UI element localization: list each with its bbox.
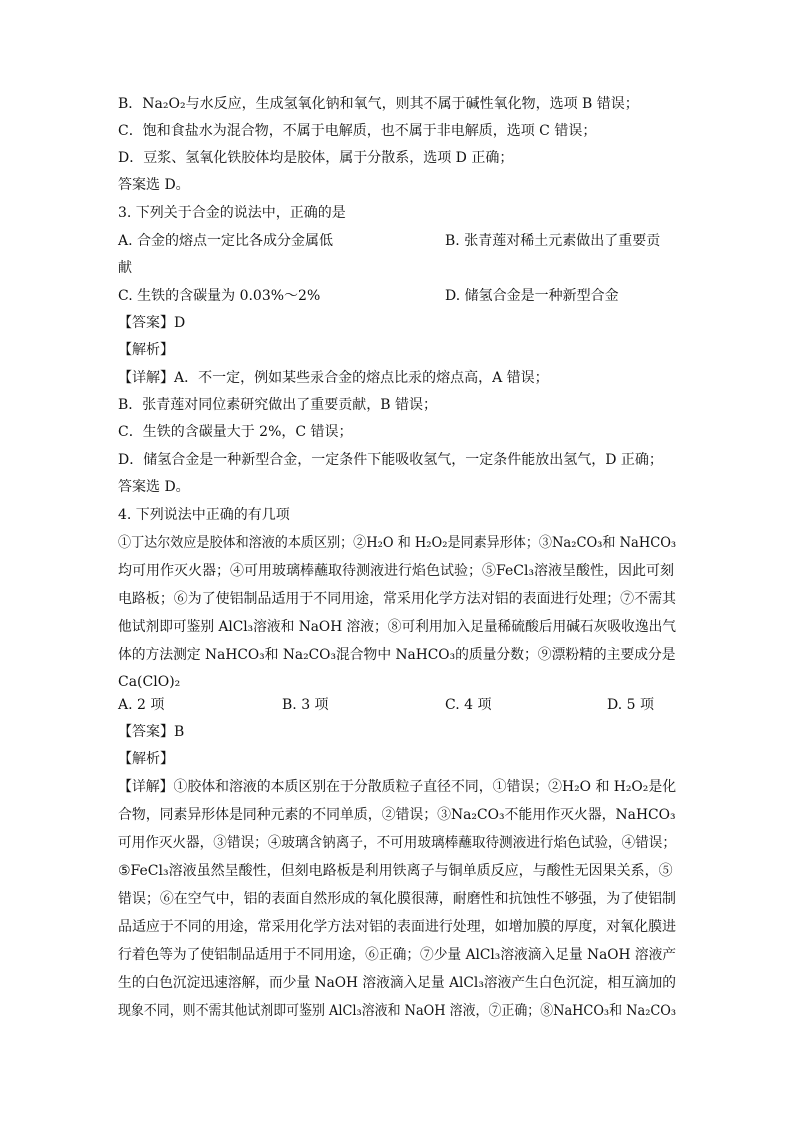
question-4-text-4: 他试剂即可鉴别 AlCl₃溶液和 NaOH 溶液；⑧可利用加入足量稀硫酸后用碱石灰吸收逸出气 [118,619,677,635]
question-4-answer: 【答案】B [118,724,185,740]
question-4-detail-1: 【详解】①胶体和溶液的本质区别在于分散质粒子直径不同，①错误；②H₂O 和 H₂O₂是化 [118,779,677,795]
analysis-line-c: C．饱和食盐水为混合物，不属于电解质，也不属于非电解质，选项 C 错误； [118,123,597,139]
question-3-analysis-heading: 【解析】 [118,342,174,358]
question-3-stem: 3. 下列关于合金的说法中，正确的是 [118,205,346,221]
question-4-text-1: ①丁达尔效应是胶体和溶液的本质区别；②H₂O 和 H₂O₂是同素异形体；③Na₂CO₃和 NaHCO₃ [118,535,677,551]
answer-choice-line: 答案选 D。 [118,177,190,193]
question-4-detail-4: ⑤FeCl₃溶液虽然呈酸性，但刻电路板是利用铁离子与铜单质反应，与酸性无因果关系，⑤ [118,863,673,879]
question-4-text-3: 电路板；⑥为了使铝制品适用于不同用途，常采用化学方法对铝的表面进行处理；⑦不需其 [118,591,676,607]
question-4-detail-9: 现象不同，则不需其他试剂即可鉴别 AlCl₃溶液和 NaOH 溶液，⑦正确；⑧NaHCO₃和 Na₂CO₃ [118,1003,677,1019]
question-3-detail-answer: 答案选 D。 [118,479,190,495]
question-4-analysis-heading: 【解析】 [118,751,174,767]
question-4-detail-7: 行着色等为了使铝制品适用于不同用途，⑥正确；⑦少量 AlCl₃溶液滴入足量 NaOH 溶液产 [118,947,677,963]
question-3-option-c: C. 生铁的含碳量为 0.03%～2% [118,288,321,304]
question-3-detail-c: C．生铁的含碳量大于 2%，C 错误； [118,424,353,440]
question-3-detail-a: 【详解】A．不一定，例如某些汞合金的熔点比汞的熔点高，A 错误； [118,370,549,386]
question-4-detail-8: 生的白色沉淀迅速溶解，而少量 NaOH 溶液滴入足量 AlCl₃溶液产生白色沉淀，相互滴加的 [118,975,677,991]
question-4-text-2: 均可用作灭火器；④可用玻璃棒蘸取待测液进行焰色试验；⑤FeCl₃溶液呈酸性，因此可刻 [118,563,675,579]
question-3-detail-b: B．张青莲对同位素研究做出了重要贡献，B 错误； [118,397,438,413]
question-4-detail-5: 错误；⑥在空气中，铝的表面自然形成的氧化膜很薄，耐磨性和抗蚀性不够强，为了使铝制 [118,891,676,907]
question-3-option-b: B. 张青莲对稀土元素做出了重要贡 [445,233,661,249]
question-3-detail-d: D．储氢合金是一种新型合金，一定条件下能吸收氢气，一定条件能放出氢气，D 正确； [118,452,663,468]
analysis-line-d: D．豆浆、氢氧化铁胶体均是胶体，属于分散系，选项 D 正确； [118,150,514,166]
question-4-stem: 4. 下列说法中正确的有几项 [118,507,290,523]
question-4-option-a: A. 2 项 [118,697,165,713]
question-4-text-5: 体的方法测定 NaHCO₃和 Na₂CO₃混合物中 NaHCO₃的质量分数；⑨漂粉精的主要成分是 [118,647,676,663]
question-3-option-b-cont: 献 [118,260,132,276]
question-4-option-c: C. 4 项 [445,697,492,713]
question-3-answer: 【答案】D [118,315,186,331]
question-4-option-b: B. 3 项 [282,697,329,713]
question-3-option-a: A. 合金的熔点一定比各成分金属低 [118,233,334,249]
question-4-detail-6: 品适应于不同的用途，常采用化学方法对铝的表面进行处理，如增加膜的厚度，对氧化膜进 [118,919,676,935]
question-4-detail-2: 合物，同素异形体是同种元素的不同单质，②错误；③Na₂CO₃不能用作灭火器，NaHCO₃ [118,807,676,823]
question-3-option-d: D. 储氢合金是一种新型合金 [445,288,619,304]
analysis-line-b: B．Na₂O₂与水反应，生成氢氧化钠和氧气，则其不属于碱性氧化物，选项 B 错误； [118,96,639,112]
question-4-detail-3: 可用作灭火器，③错误；④玻璃含钠离子，不可用玻璃棒蘸取待测液进行焰色试验，④错误； [118,835,676,851]
question-4-text-6: Ca(ClO)₂ [118,674,181,690]
question-4-option-d: D. 5 项 [607,697,654,713]
